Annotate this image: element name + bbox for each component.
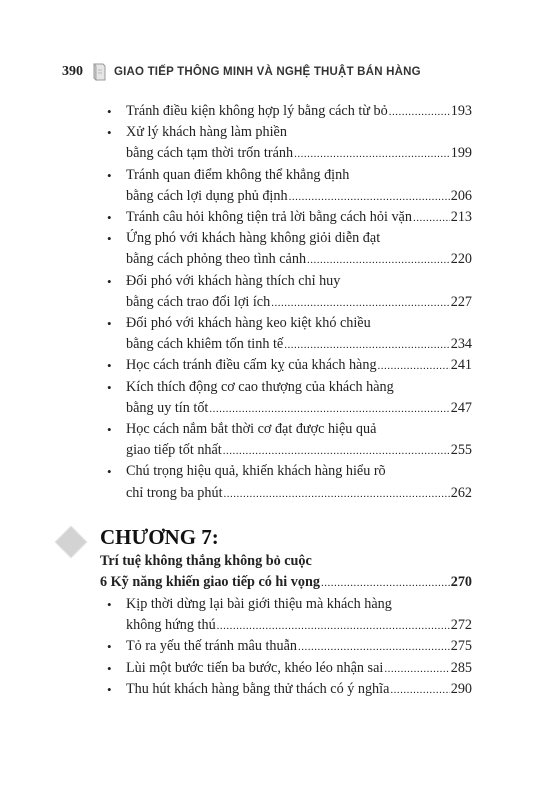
- toc-entry: [107, 658, 472, 679]
- leader-dots: [389, 101, 450, 123]
- toc-page-number: 241: [450, 357, 472, 374]
- toc-page-number: 285: [450, 659, 472, 676]
- toc-entry: [107, 636, 472, 657]
- toc-entry-text: bằng cách tạm thời trốn tránh: [126, 145, 294, 162]
- toc-page-number: 275: [450, 638, 472, 655]
- toc-entry-line: [126, 101, 472, 123]
- toc-entry-line: [126, 143, 472, 165]
- bullet: •: [107, 681, 112, 697]
- toc-entry-line: [126, 461, 472, 482]
- chapter-subtitle-text: 6 Kỹ năng khiến giao tiếp có hi vọng: [100, 574, 320, 590]
- toc-entry-line: [126, 292, 472, 314]
- toc-page-number: 213: [450, 209, 472, 225]
- toc-entry: [107, 461, 472, 503]
- leader-dots: [321, 574, 450, 591]
- leader-dots: [217, 615, 450, 637]
- toc-entry-text: Ứng phó với khách hàng không giỏi diễn đạt: [126, 230, 381, 247]
- leader-dots: [378, 355, 450, 377]
- toc-entry: [107, 122, 472, 164]
- toc-page-number: 227: [450, 293, 472, 310]
- toc-entry: [107, 679, 472, 700]
- toc-entry: [107, 207, 472, 228]
- toc-page-number: 234: [450, 336, 472, 353]
- bullet: •: [107, 597, 112, 612]
- toc-entry-text: Tỏ ra yếu thế tránh mâu thuẫn: [126, 638, 297, 655]
- leader-dots: [390, 679, 449, 701]
- toc-entry-line: [126, 186, 472, 208]
- toc-entry-text: bằng cách phỏng theo tình cảnh: [126, 251, 307, 268]
- toc-entry: [107, 101, 472, 122]
- toc-entry-text: chỉ trong ba phút: [126, 484, 223, 501]
- toc-entry-line: [126, 228, 472, 249]
- toc-entry: [107, 419, 472, 461]
- bullet: •: [107, 167, 112, 183]
- leader-dots: [223, 440, 450, 462]
- leader-dots: [224, 483, 450, 505]
- bullet: •: [107, 639, 112, 655]
- leader-dots: [209, 398, 449, 420]
- bullet: •: [107, 464, 112, 480]
- toc-page-number: 247: [450, 399, 472, 416]
- toc-entry-text: Kích thích động cơ cao thượng của khách hàng: [126, 378, 394, 395]
- toc-entry-text: bằng cách lợi dụng phủ định: [126, 187, 288, 204]
- toc-entry-line: [126, 207, 472, 229]
- book-icon: [92, 63, 106, 81]
- toc-entry-line: [126, 679, 472, 701]
- toc-entry-text: Tránh quan điểm không thể khẳng định: [126, 166, 350, 183]
- toc-page-number: 206: [450, 187, 472, 204]
- page-header: [62, 62, 421, 82]
- toc-entry-text: Thu hút khách hàng bằng thử thách có ý nghĩa: [126, 680, 390, 697]
- toc-entry-line: [126, 398, 472, 420]
- toc-entry-text: Xử lý khách hàng làm phiền: [126, 124, 287, 141]
- toc-entry-text: Kịp thời dừng lại bài giới thiệu mà khách hàng: [126, 596, 392, 612]
- toc-entry-text: không hứng thú: [126, 617, 216, 634]
- chapter-title: CHƯƠNG 7:: [100, 525, 219, 549]
- toc-entry-line: [126, 355, 472, 377]
- chapter-subtitle: Trí tuệ không thắng không bỏ cuộc: [100, 553, 312, 569]
- leader-dots: [284, 334, 450, 356]
- leader-dots: [298, 636, 450, 658]
- toc-entry: [107, 594, 472, 636]
- chapter-subtitle-entry: [100, 574, 472, 591]
- leader-dots: [294, 143, 450, 165]
- leader-dots: [384, 658, 449, 680]
- bullet: •: [107, 358, 112, 374]
- toc-page-number: 290: [450, 680, 472, 697]
- leader-dots: [307, 249, 450, 271]
- toc-entry-line: [126, 334, 472, 356]
- bullet: •: [107, 660, 112, 676]
- toc-entry-text: bằng cách khiêm tốn tinh tế: [126, 336, 284, 353]
- toc-entry-text: Chú trọng hiệu quả, khiến khách hàng hiểu rõ: [126, 463, 386, 480]
- toc-page-number: 262: [450, 484, 472, 501]
- bullet: •: [107, 104, 112, 119]
- bullet: •: [107, 422, 112, 437]
- toc-entry: [107, 377, 472, 419]
- toc-page-number: 199: [450, 145, 472, 162]
- toc-entry-text: Học cách nắm bắt thời cơ đạt được hiệu quả: [126, 421, 377, 437]
- toc-entry-line: [126, 636, 472, 658]
- toc-entry: [107, 165, 472, 207]
- toc-entry-text: bằng uy tín tốt: [126, 399, 209, 416]
- toc-entry-line: [126, 483, 472, 505]
- running-title: GIAO TIẾP THÔNG MINH VÀ NGHỆ THUẬT BÁN HÀNG: [114, 66, 421, 78]
- toc-entry-text: bằng cách trao đổi lợi ích: [126, 293, 271, 310]
- leader-dots: [289, 186, 450, 208]
- toc-entry-line: [126, 271, 472, 292]
- page-number: 390: [62, 64, 83, 79]
- bullet: •: [107, 273, 112, 289]
- bullet: •: [107, 125, 112, 141]
- leader-dots: [413, 207, 450, 229]
- toc-entry: [107, 271, 472, 313]
- toc-entry-line: [126, 313, 472, 334]
- toc-entry-line: [126, 377, 472, 398]
- toc-page-number: 272: [450, 617, 472, 634]
- bullet: •: [107, 379, 112, 395]
- toc-entry-line: [126, 419, 472, 440]
- bullet: •: [107, 210, 112, 225]
- toc-entry-text: Đối phó với khách hàng keo kiệt khó chiều: [126, 315, 371, 331]
- toc-entry: [107, 355, 472, 376]
- toc-entry-text: Học cách tránh điều cấm kỵ của khách hàng: [126, 357, 377, 374]
- chapter-page: 270: [450, 574, 472, 590]
- chapter-diamond-icon: [53, 524, 89, 560]
- toc-entry-line: [126, 440, 472, 462]
- toc-page-number: 193: [450, 103, 472, 119]
- toc-entry-line: [126, 122, 472, 143]
- toc-entry-text: Tránh câu hỏi không tiện trả lời bằng cách hỏi vặn: [126, 209, 412, 225]
- toc-entry-line: [126, 165, 472, 186]
- bullet: •: [107, 231, 112, 247]
- toc-entry-line: [126, 658, 472, 680]
- toc-page-number: 220: [450, 251, 472, 268]
- toc-entry-text: giao tiếp tốt nhất: [126, 442, 222, 459]
- bullet: •: [107, 316, 112, 331]
- toc-entry-text: Đối phó với khách hàng thích chỉ huy: [126, 272, 341, 289]
- toc-entry-text: Tránh điều kiện không hợp lý bằng cách từ bỏ: [126, 103, 388, 119]
- toc-entry: [107, 313, 472, 355]
- toc-entry: [107, 228, 472, 270]
- toc-entry-text: Lùi một bước tiến ba bước, khéo léo nhận sai: [126, 659, 384, 676]
- toc-entry-line: [126, 615, 472, 637]
- toc-entry-line: [126, 594, 472, 615]
- toc-entry-line: [126, 249, 472, 271]
- leader-dots: [271, 292, 450, 314]
- toc-page-number: 255: [450, 442, 472, 459]
